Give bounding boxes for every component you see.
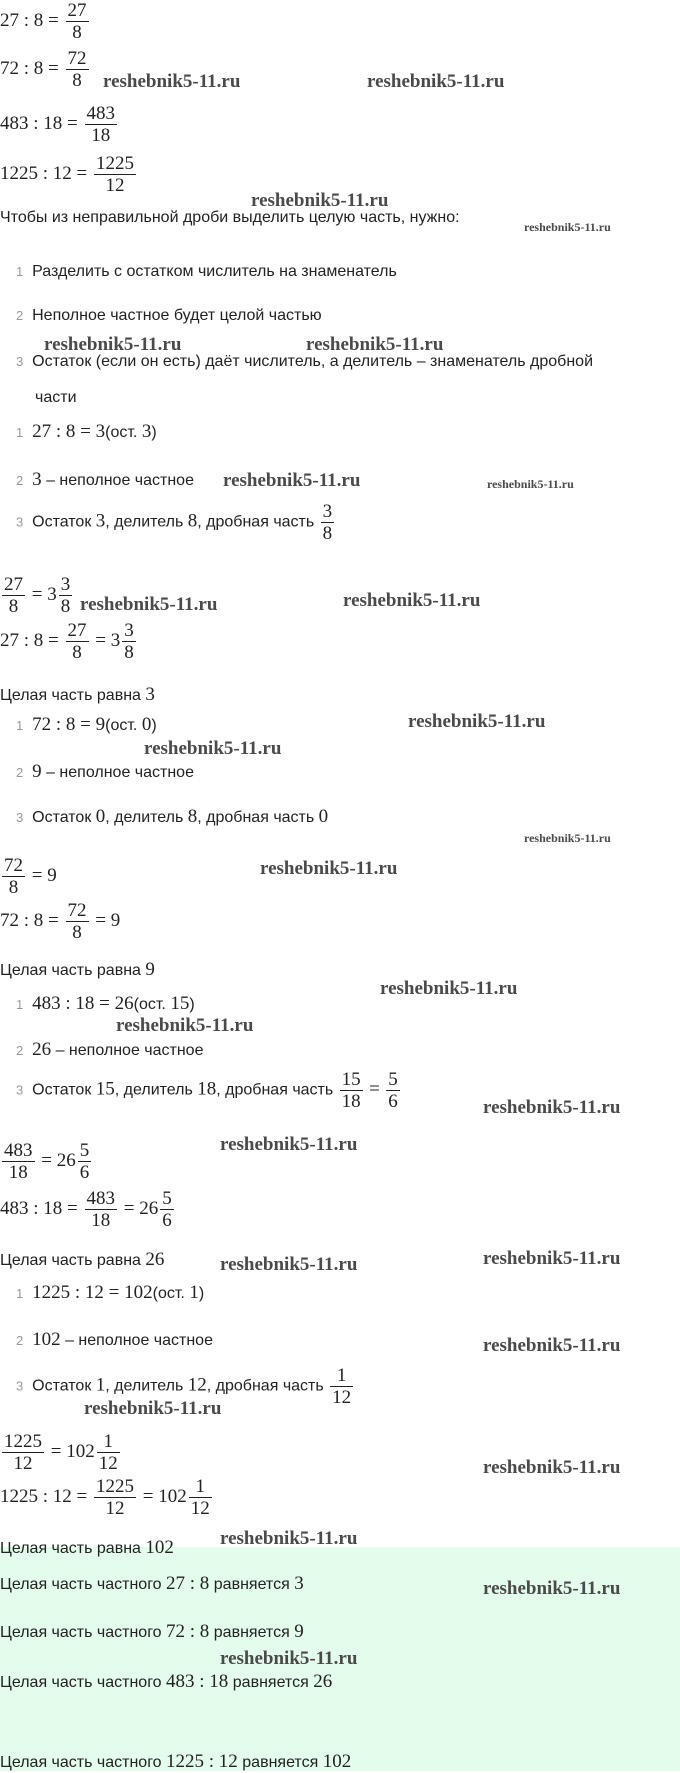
division-step: 1 483 : 18 = 26(ост. 15) — [16, 993, 195, 1014]
watermark: reshebnik5-11.ru — [380, 978, 518, 999]
intro-text: Чтобы из неправильной дроби выделить целую часть, нужно: — [0, 209, 460, 226]
division-step: 1 72 : 8 = 9(ост. 0) — [16, 714, 157, 735]
division-step: 2 26 – неполное частное — [16, 1039, 204, 1060]
watermark: reshebnik5-11.ru — [44, 334, 182, 355]
watermark: reshebnik5-11.ru — [251, 190, 389, 211]
mixed-number-line: $\frac{1225}{12}$ = 102 $\frac{1}{12}$ — [4, 1431, 118, 1474]
watermark: reshebnik5-11.ru — [220, 1134, 358, 1155]
mixed-number-line: $\frac{483}{18}$ = 26 $\frac{5}{6}$ — [4, 1140, 90, 1183]
watermark: reshebnik5-11.ru — [483, 1248, 621, 1269]
rule-step: 2 Неполное частное будет целой частью — [16, 307, 322, 324]
fraction-result-line: 72 : 8 = $\frac{72}{8}$ = 9 — [0, 900, 121, 943]
watermark: reshebnik5-11.ru — [483, 1335, 621, 1356]
answer-line: Целая часть равна 3 — [0, 684, 155, 705]
watermark: reshebnik5-11.ru — [483, 1578, 621, 1599]
division-step: 2 3 – неполное частное — [16, 469, 194, 490]
watermark: reshebnik5-11.ru — [367, 71, 505, 92]
mixed-number-line: 483 : 18 = $\frac{483}{18}$ = 26 $\frac{5}{6}$ — [0, 1188, 172, 1231]
watermark: reshebnik5-11.ru — [220, 1254, 358, 1275]
fraction-result-line: $\frac{72}{8}$ = 9 — [4, 855, 57, 898]
answer-line: Целая часть равна 102 — [0, 1537, 174, 1558]
division-step: 3 Остаток 15, делитель 18, дробная часть $\frac{15}{18}$ = $\frac{5}{6}$ — [16, 1069, 398, 1112]
division-step: 1 1225 : 12 = 102(ост. 1) — [16, 1282, 205, 1303]
division-step: 3 Остаток 0, делитель 8, дробная часть 0 — [16, 806, 329, 827]
mixed-number-line: 27 : 8 = $\frac{27}{8}$ = 3 $\frac{3}{8}$ — [0, 620, 134, 663]
watermark: reshebnik5-11.ru — [483, 1097, 621, 1118]
summary-line: Целая часть частного 1225 : 12 равняется 102 — [0, 1751, 352, 1772]
watermark: reshebnik5-11.ru — [260, 858, 398, 879]
watermark: reshebnik5-11.ru — [220, 1648, 358, 1669]
mixed-number-line: 1225 : 12 = $\frac{1225}{12}$ = 102 $\frac{1}{12}$ — [0, 1476, 210, 1519]
watermark: reshebnik5-11.ru — [343, 590, 481, 611]
answer-line: Целая часть равна 9 — [0, 959, 155, 980]
fraction-line-3: 483 : 18 = $\frac{483}{18}$ — [0, 103, 115, 146]
watermark: reshebnik5-11.ru — [116, 1015, 254, 1036]
rule-step: 3 Остаток (если он есть) даёт числитель, а делитель – знаменатель дробной — [16, 353, 593, 370]
watermark: reshebnik5-11.ru — [103, 71, 241, 92]
fraction-line-4: 1225 : 12 = $\frac{1225}{12}$ — [0, 153, 134, 196]
summary-line: Целая часть частного 27 : 8 равняется 3 — [0, 1573, 304, 1594]
fraction-line-1: 27 : 8 = $\frac{27}{8}$ — [0, 0, 87, 43]
division-step: 3 Остаток 1, делитель 12, дробная часть $\frac{1}{12}$ — [16, 1365, 352, 1408]
mixed-number-line: $\frac{27}{8}$ = 3 $\frac{3}{8}$ — [4, 574, 71, 617]
division-step: 2 9 – неполное частное — [16, 761, 194, 782]
division-step: 1 27 : 8 = 3(ост. 3) — [16, 421, 157, 442]
watermark: reshebnik5-11.ru — [144, 738, 282, 759]
rule-step-continuation: части — [35, 389, 77, 406]
watermark: reshebnik5-11.ru — [524, 220, 611, 234]
watermark: reshebnik5-11.ru — [487, 477, 574, 491]
answer-line: Целая часть равна 26 — [0, 1249, 165, 1270]
summary-line: Целая часть частного 72 : 8 равняется 9 — [0, 1621, 304, 1642]
division-step: 3 Остаток 3, делитель 8, дробная часть $\frac{3}{8}$ — [16, 501, 333, 544]
watermark: reshebnik5-11.ru — [80, 594, 218, 615]
division-step: 2 102 – неполное частное — [16, 1329, 213, 1350]
watermark: reshebnik5-11.ru — [408, 711, 546, 732]
fraction-line-2: 72 : 8 = $\frac{72}{8}$ — [0, 48, 87, 91]
watermark: reshebnik5-11.ru — [306, 334, 444, 355]
watermark: reshebnik5-11.ru — [524, 831, 611, 845]
watermark: reshebnik5-11.ru — [483, 1457, 621, 1478]
watermark: reshebnik5-11.ru — [220, 1528, 358, 1549]
watermark: reshebnik5-11.ru — [84, 1398, 222, 1419]
rule-step: 1 Разделить с остатком числитель на знаменатель — [16, 263, 397, 280]
summary-line: Целая часть частного 483 : 18 равняется 26 — [0, 1671, 333, 1692]
watermark: reshebnik5-11.ru — [223, 470, 361, 491]
